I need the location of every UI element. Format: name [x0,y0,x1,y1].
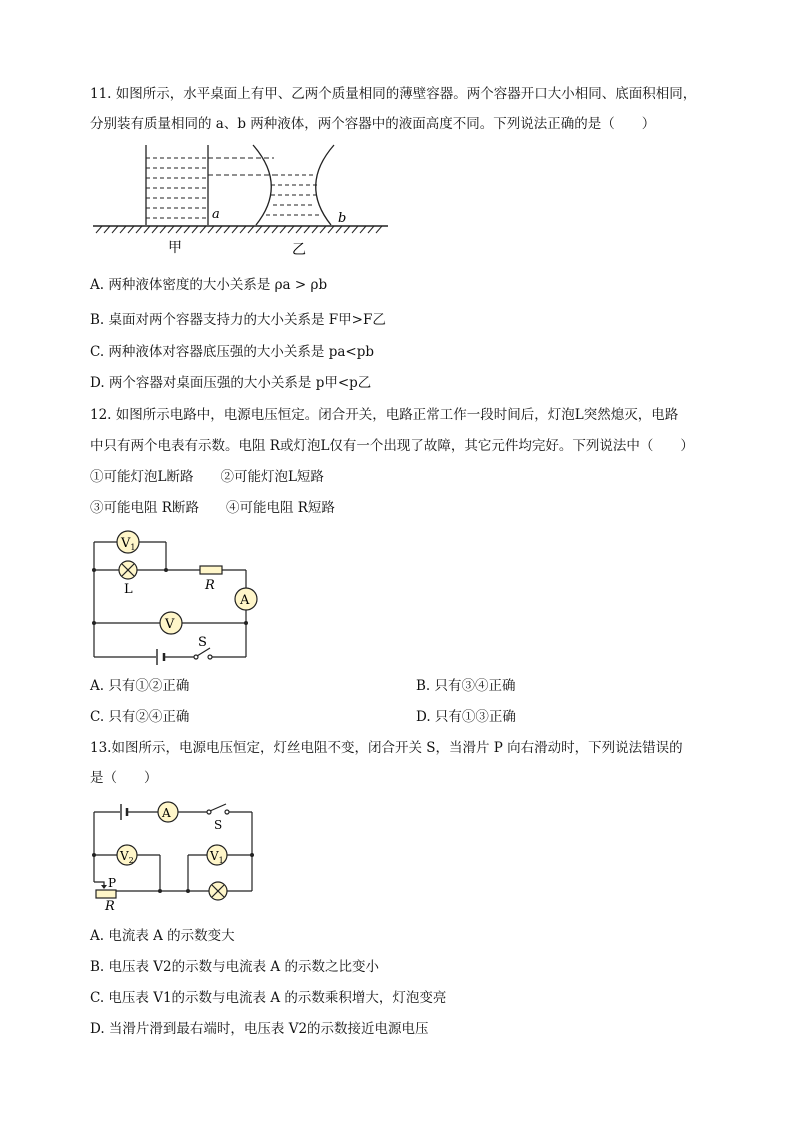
q12-statements-line1: ①可能灯泡L断路 ②可能灯泡L短路 [90,469,324,485]
voltmeter-v1-icon [207,845,227,865]
q13-option-c: C. 电压表 V1的示数与电流表 A 的示数乘积增大，灯泡变亮 [90,990,447,1006]
rheostat-icon [96,890,116,898]
ammeter-icon [158,802,178,822]
slider-label: P [108,876,117,890]
q12-option-d: D. 只有①③正确 [416,709,516,725]
q11-figure [88,140,398,260]
q13-option-d: D. 当滑片滑到最右端时，电压表 V2的示数接近电源电压 [90,1021,429,1037]
q12-option-b: B. 只有③④正确 [416,678,516,694]
container-yi [253,145,334,225]
q11-option-a: A. 两种液体密度的大小关系是 ρa > ρb [90,277,328,293]
lamp-icon [119,561,137,579]
svg-text:V: V [165,617,175,632]
q12-stem-line1: 12. 如图所示电路中，电源电压恒定。闭合开关，电路正常工作一段时间后，灯泡L突然熄灭，电路 [90,407,679,423]
voltmeter-v-icon [160,612,182,634]
q13-stem-line1: 13.如图所示，电源电压恒定，灯丝电阻不变，闭合开关 S，当滑片 P 向右滑动时，下列说法错误的 [90,740,683,756]
q11-stem-line1: 11. 如图所示，水平桌面上有甲、乙两个质量相同的薄壁容器。两个容器开口大小相同、底面积相同， [90,86,697,102]
q12-circuit [88,525,268,665]
label-a: a [212,207,220,222]
q11-option-b: B. 桌面对两个容器支持力的大小关系是 F甲>F乙 [90,312,386,328]
battery-icon [157,649,164,665]
svg-text:V1: $V_1$ [121,536,136,552]
battery-icon [121,804,127,820]
container-jia [146,145,208,225]
ammeter-icon [235,588,257,610]
svg-text:V1: $V_1$ [210,849,224,865]
voltmeter-v1-icon [117,531,139,553]
lamp-icon [209,882,227,900]
q13-circuit [88,798,268,918]
q11-stem-line2: 分别装有质量相同的 a、b 两种液体，两个容器中的液面高度不同。下列说法正确的是（ ） [90,116,656,132]
lamp-label: L [124,582,133,597]
q11-option-c: C. 两种液体对容器底压强的大小关系是 pa<pb [90,344,375,360]
voltmeter-v2-icon [117,845,137,865]
label-b: b [338,211,347,226]
switch-icon [207,804,229,814]
q11-option-d: D. 两个容器对桌面压强的大小关系是 p甲<p乙 [90,375,372,391]
q13-stem-line2: 是（ ） [90,770,158,786]
q12-stem-line2: 中只有两个电表有示数。电阻 R或灯泡L仅有一个出现了故障，其它元件均完好。下列说法中（ ） [90,438,694,454]
svg-text:A: A [240,593,250,608]
q13-option-a: A. 电流表 A 的示数变大 [90,928,235,944]
svg-text:V2: $V_2$ [120,849,134,865]
switch-label: S [214,818,223,832]
q12-statements-line2: ③可能电阻 R断路 ④可能电阻 R短路 [90,500,335,516]
q12-option-c: C. 只有②④正确 [90,709,190,725]
resistor-icon [200,566,222,574]
resistor-label: R [205,578,215,593]
label-jia: 甲 [168,240,182,256]
q12-option-a: A. 只有①②正确 [90,678,190,694]
switch-label: S [198,635,207,650]
q13-option-b: B. 电压表 V2的示数与电流表 A 的示数之比变小 [90,959,379,975]
rheostat-label: R [105,899,115,914]
svg-text:A: A [162,806,171,820]
label-yi: 乙 [292,242,306,258]
